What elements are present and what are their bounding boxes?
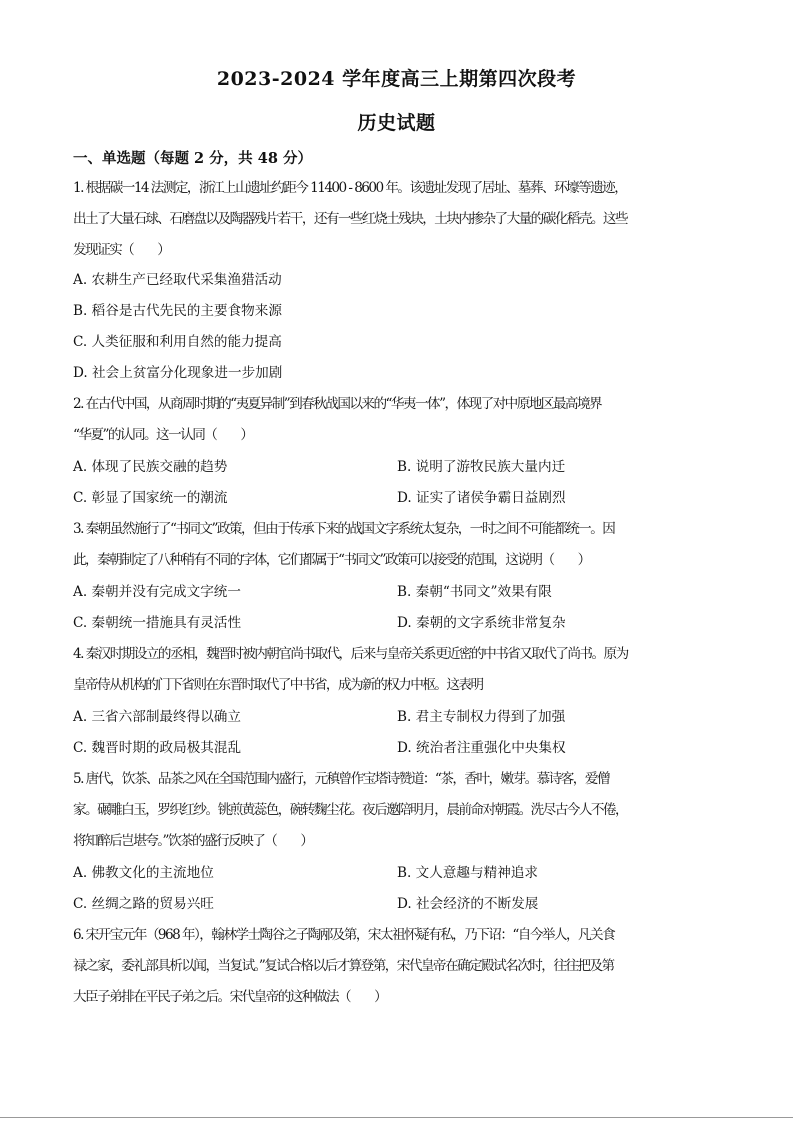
question-4-line-2: 皇帝侍从机构的门下省则在东晋时取代了中书省，成为新的权力中枢。这表明 <box>73 677 483 693</box>
question-2-option-d: D. 证实了诸侯争霸日益剧烈 <box>397 490 566 506</box>
question-5-option-c: C. 丝绸之路的贸易兴旺 <box>73 896 214 912</box>
question-2-line-1: 2. 在古代中国，从商周时期的“夷夏异制”到春秋战国以来的“华夷一体”，体现了对中原地区最高境界 <box>73 396 602 412</box>
question-3-option-d: D. 秦朝的文字系统非常复杂 <box>397 615 566 631</box>
question-6-line-3: 大臣子弟排在平民子弟之后。宋代皇帝的这种做法（ ） <box>73 989 387 1005</box>
question-5-option-a: A. 佛教文化的主流地位 <box>73 865 214 881</box>
question-1-option-c: C. 人类征服和利用自然的能力提高 <box>73 334 282 350</box>
question-1-line-3: 发现证实（ ） <box>73 242 170 258</box>
question-4-line-1: 4. 秦汉时期设立的丞相，魏晋时被内朝官尚书取代，后来与皇帝关系更近密的中书省又取代了尚书。原为 <box>73 646 628 662</box>
question-2-option-b: B. 说明了游牧民族大量内迁 <box>397 459 566 475</box>
question-5-option-b: B. 文人意趣与精神追求 <box>397 865 538 881</box>
question-3-line-2: 此，秦朝制定了八种稍有不同的字体，它们都属于“书同文”政策可以接受的范围，这说明（ ） <box>73 552 590 568</box>
question-3-line-1: 3. 秦朝虽然施行了“书同文”政策，但由于传承下来的战国文字系统太复杂，一时之间不可能都统一。因 <box>73 521 615 537</box>
exam-title: 2023-2024 学年度高三上期第四次段考 <box>216 68 577 90</box>
question-4-option-c: C. 魏晋时期的政局极其混乱 <box>73 740 242 756</box>
question-5-option-d: D. 社会经济的不断发展 <box>397 896 539 912</box>
question-5-line-3: 将知醉后岂堪夸。”饮茶的盛行反映了（ ） <box>73 833 313 849</box>
question-6-line-1: 6. 宋开宝元年（968 年），翰林学士陶谷之子陶邴及第，宋太祖怀疑有私，乃下诏：“自今举人，凡关食 <box>73 927 615 943</box>
question-5-line-2: 家。碾雕白玉，罗织红纱。铫煎黄蕊色，碗转麴尘花。夜后邀陪明月，晨前命对朝霞。洗尽古今人不倦， <box>73 802 628 818</box>
question-6-line-2: 禄之家，委礼部具析以闻，当复试。”复试合格以后才算登第，宋代皇帝在确定殿试名次时，往往把及第 <box>73 958 614 974</box>
question-3-option-a: A. 秦朝并没有完成文字统一 <box>73 584 241 600</box>
question-1-line-1: 1. 根据碳一14 法测定，浙江上山遗址约距今 11400 - 8600 年。该遗址发现了居址、墓葬、环壕等遗迹， <box>73 180 627 196</box>
question-2-line-2: “华夏”的认同。这一认同（ ） <box>73 427 253 443</box>
question-1-line-2: 出土了大量石球、石磨盘以及陶器残片若干，还有一些红烧土残块，土块内掺杂了大量的碳化稻壳。这些 <box>73 211 628 227</box>
section-heading: 一、单选题（每题 2 分，共 48 分） <box>73 150 312 167</box>
page-bottom-divider <box>0 1117 793 1118</box>
question-5-line-1: 5. 唐代，饮茶、品茶之风在全国范围内盛行，元稹曾作宝塔诗赞道：“茶，香叶，嫩芽。慕诗客，爱僧 <box>73 771 609 787</box>
question-3-option-c: C. 秦朝统一措施具有灵活性 <box>73 615 242 631</box>
exam-subtitle: 历史试题 <box>357 112 436 134</box>
question-3-option-b: B. 秦朝“书同文”效果有限 <box>397 584 552 600</box>
question-4-option-a: A. 三省六部制最终得以确立 <box>73 709 241 725</box>
question-1-option-b: B. 稻谷是古代先民的主要食物来源 <box>73 303 282 319</box>
question-1-option-d: D. 社会上贫富分化现象进一步加剧 <box>73 365 283 381</box>
question-1-option-a: A. 农耕生产已经取代采集渔猎活动 <box>73 272 282 288</box>
question-2-option-c: C. 彰显了国家统一的潮流 <box>73 490 228 506</box>
question-2-option-a: A. 体现了民族交融的趋势 <box>73 459 228 475</box>
question-4-option-d: D. 统治者注重强化中央集权 <box>397 740 566 756</box>
question-4-option-b: B. 君主专制权力得到了加强 <box>397 709 566 725</box>
